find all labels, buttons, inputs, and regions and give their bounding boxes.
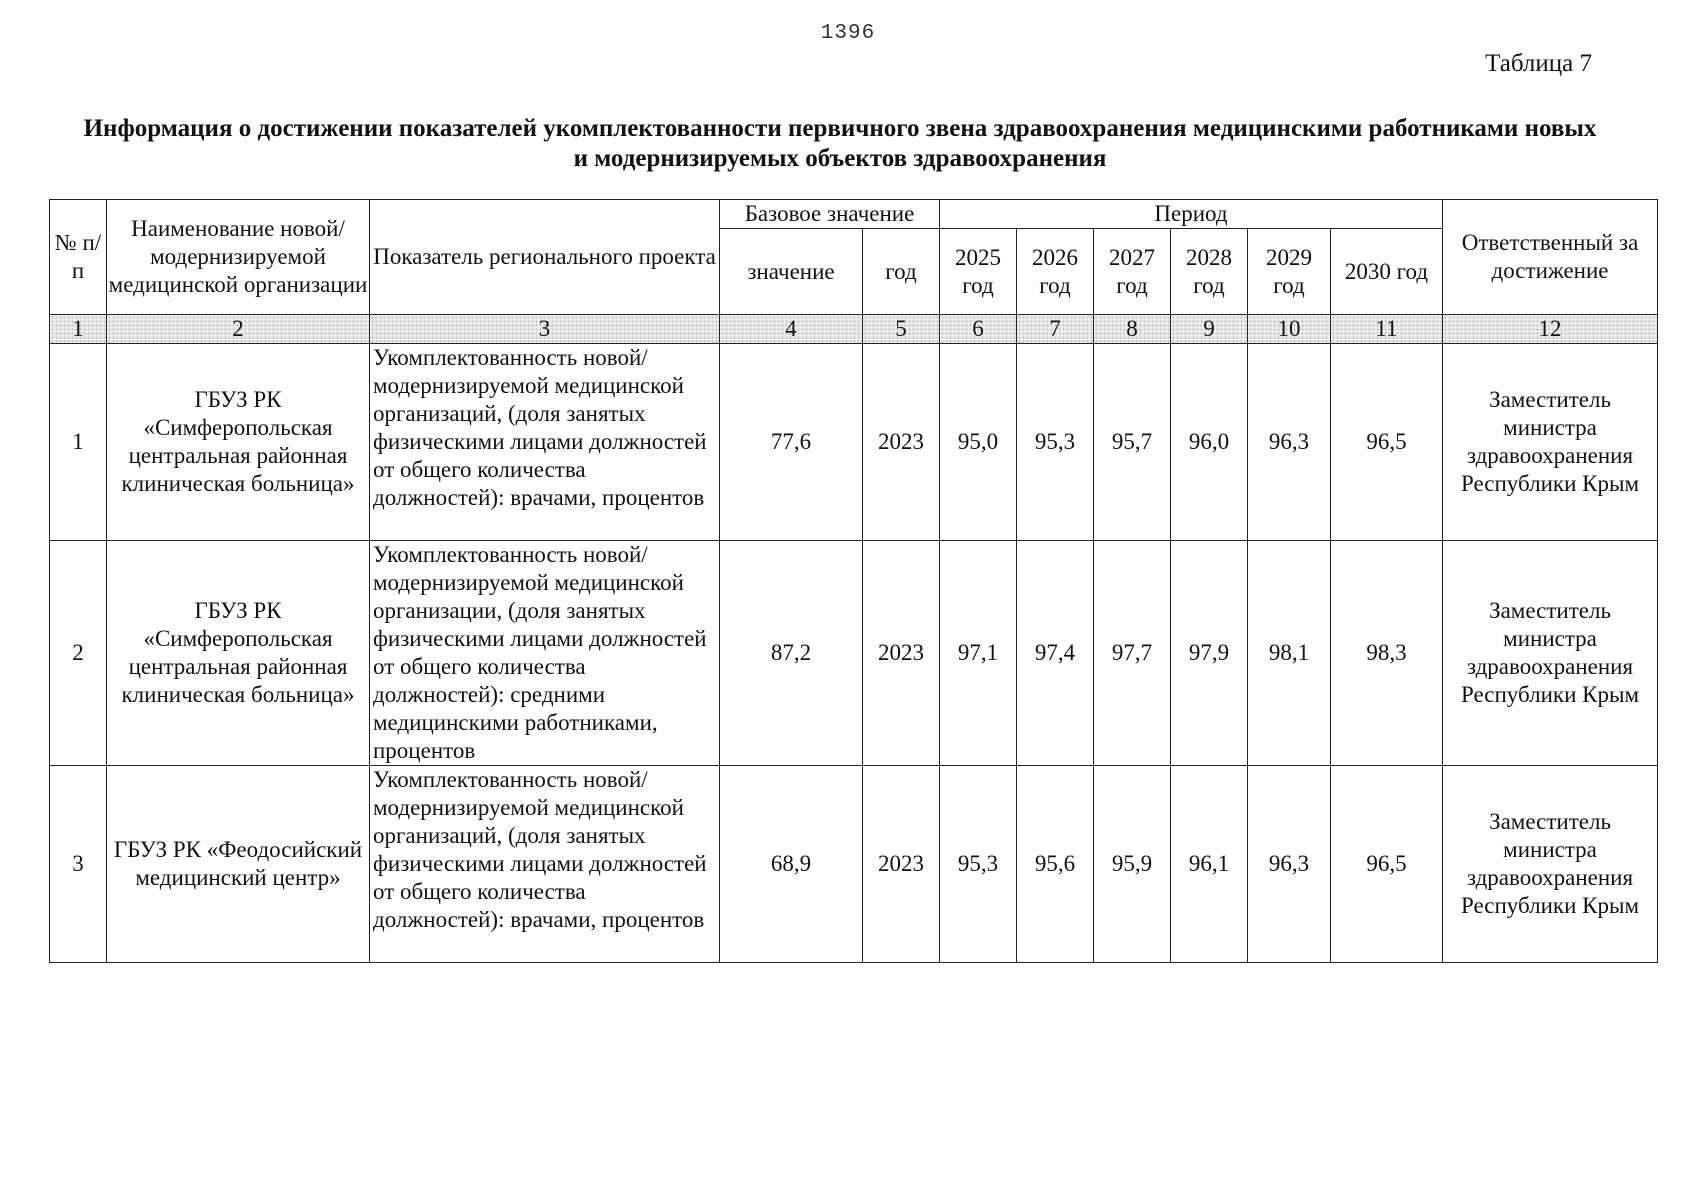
column-number: 3 <box>370 315 720 344</box>
header-num: № п/п <box>50 200 107 315</box>
header-year: год <box>863 229 940 315</box>
value-2028: 96,0 <box>1171 344 1248 541</box>
base-value: 77,6 <box>720 344 863 541</box>
header-2025: 2025 год <box>940 229 1017 315</box>
base-year: 2023 <box>863 344 940 541</box>
table-row <box>50 541 1658 766</box>
value-2029: 96,3 <box>1248 766 1331 963</box>
row-num: 2 <box>50 541 107 766</box>
org-name: ГБУЗ РК «Симферопольская центральная районная клиническая больница» <box>107 541 370 766</box>
column-number: 11 <box>1331 315 1443 344</box>
value-2025: 97,1 <box>940 541 1017 766</box>
header-indicator: Показатель регионального проекта <box>370 200 720 315</box>
value-2026: 95,6 <box>1017 766 1094 963</box>
column-number: 4 <box>720 315 863 344</box>
column-number: 2 <box>107 315 370 344</box>
value-2029: 96,3 <box>1248 344 1331 541</box>
value-2026: 95,3 <box>1017 344 1094 541</box>
base-year: 2023 <box>863 541 940 766</box>
org-name: ГБУЗ РК «Симферопольская центральная районная клиническая больница» <box>107 344 370 541</box>
value-2030: 98,3 <box>1331 541 1443 766</box>
base-value: 87,2 <box>720 541 863 766</box>
document-title: Информация о достижении показателей укомплектованности первичного звена здравоохранения медицинскими работниками новых и модернизируемых объектов здравоохранения <box>83 115 1597 172</box>
org-name: ГБУЗ РК «Феодосийский медицинский центр» <box>107 766 370 963</box>
responsible: Заместитель министра здравоохранения Республики Крым <box>1443 766 1658 963</box>
row-num: 1 <box>50 344 107 541</box>
column-number: 5 <box>863 315 940 344</box>
value-2027: 95,9 <box>1094 766 1171 963</box>
header-value: значение <box>720 229 863 315</box>
header-period: Период <box>940 200 1443 229</box>
header-row-1 <box>50 200 1658 229</box>
column-number: 12 <box>1443 315 1658 344</box>
indicators-table <box>49 199 1658 963</box>
header-base-value: Базовое значение <box>720 200 940 229</box>
responsible: Заместитель министра здравоохранения Республики Крым <box>1443 344 1658 541</box>
responsible: Заместитель министра здравоохранения Республики Крым <box>1443 541 1658 766</box>
column-number: 9 <box>1171 315 1248 344</box>
value-2028: 96,1 <box>1171 766 1248 963</box>
table-label: Таблица 7 <box>1485 50 1592 77</box>
value-2025: 95,0 <box>940 344 1017 541</box>
header-org-name: Наименование новой/модернизируемой медицинской организации <box>107 200 370 315</box>
column-number: 10 <box>1248 315 1331 344</box>
base-year: 2023 <box>863 766 940 963</box>
value-2026: 97,4 <box>1017 541 1094 766</box>
header-responsible: Ответственный за достижение <box>1443 200 1658 315</box>
value-2030: 96,5 <box>1331 344 1443 541</box>
column-numbers-row <box>50 315 1658 344</box>
value-2030: 96,5 <box>1331 766 1443 963</box>
indicator-text: Укомплектованность новой/модернизируемой медицинской организаций, (доля занятых физическими лицами должностей от общего количества должностей): врачами, процентов <box>370 344 720 541</box>
indicator-text: Укомплектованность новой/модернизируемой медицинской организации, (доля занятых физическими лицами должностей от общего количества должностей): средними медицинскими работниками, процентов <box>370 541 720 766</box>
table-row <box>50 344 1658 541</box>
header-2029: 2029 год <box>1248 229 1331 315</box>
value-2028: 97,9 <box>1171 541 1248 766</box>
header-2030: 2030 год <box>1331 229 1443 315</box>
value-2025: 95,3 <box>940 766 1017 963</box>
column-number: 1 <box>50 315 107 344</box>
header-2026: 2026 год <box>1017 229 1094 315</box>
column-number: 8 <box>1094 315 1171 344</box>
base-value: 68,9 <box>720 766 863 963</box>
header-2027: 2027 год <box>1094 229 1171 315</box>
column-number: 6 <box>940 315 1017 344</box>
row-num: 3 <box>50 766 107 963</box>
page-number: 1396 <box>820 22 876 45</box>
table-row <box>50 766 1658 963</box>
value-2027: 95,7 <box>1094 344 1171 541</box>
indicator-text: Укомплектованность новой/модернизируемой медицинской организаций, (доля занятых физическими лицами должностей от общего количества должностей): врачами, процентов <box>370 766 720 963</box>
header-2028: 2028 год <box>1171 229 1248 315</box>
value-2027: 97,7 <box>1094 541 1171 766</box>
column-number: 7 <box>1017 315 1094 344</box>
value-2029: 98,1 <box>1248 541 1331 766</box>
